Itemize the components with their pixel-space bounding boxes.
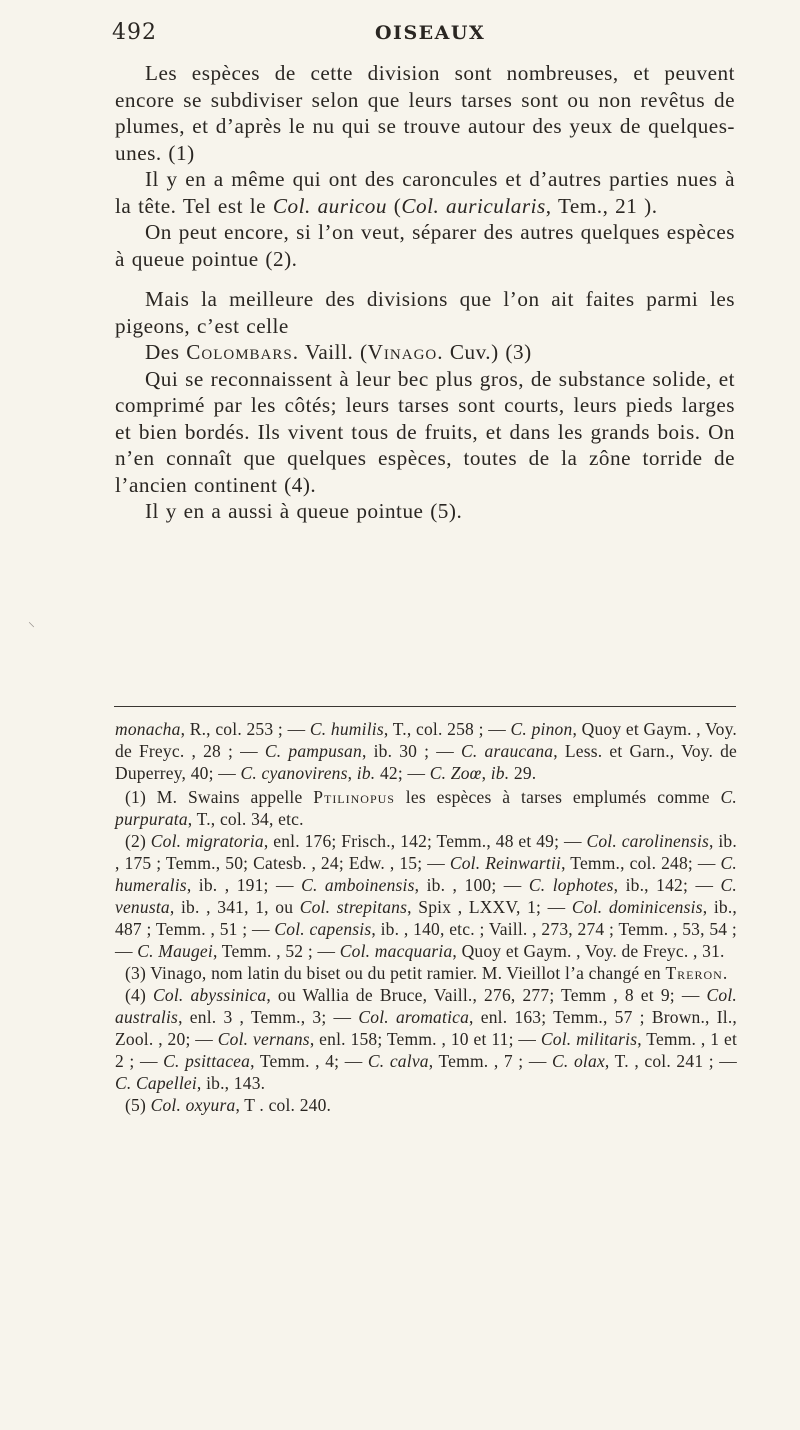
species-name: Col. capensis bbox=[274, 919, 372, 939]
species-name: C. venusta bbox=[115, 875, 737, 917]
text-run: , Temm., col. 248; — bbox=[561, 853, 721, 873]
text-run: ( bbox=[386, 193, 402, 218]
genus-name: Colombars bbox=[186, 340, 293, 364]
text-run: , enl. 3 , Temm., 3; — bbox=[178, 1007, 359, 1027]
species-name: C. amboinensis bbox=[301, 875, 415, 895]
species-name: Col. auricularis bbox=[401, 193, 546, 218]
text-run: , ib., 487 ; Temm. , 51 ; — bbox=[115, 897, 738, 939]
species-name: Col. vernans bbox=[217, 1029, 310, 1049]
species-name: ib. bbox=[490, 763, 510, 783]
species-name: Col. australis bbox=[115, 985, 737, 1027]
species-name: C. lophotes bbox=[528, 875, 614, 895]
text-run: 29. bbox=[509, 763, 537, 783]
footnote-1 bbox=[115, 786, 737, 830]
text-run: les espèces à tarses emplumés comme bbox=[394, 787, 721, 807]
species-name: C. calva bbox=[367, 1051, 429, 1071]
species-name: Col. Reinwartii bbox=[449, 853, 562, 873]
species-name: C. olax bbox=[552, 1051, 605, 1071]
footnote-continuation bbox=[115, 718, 737, 784]
text-run: (4) bbox=[125, 985, 153, 1005]
paragraph-queue-pointue: On peut encore, si l’on veut, séparer des autres quelques espèces à queue pointue (2). bbox=[115, 220, 735, 271]
species-name: Col. militaris bbox=[540, 1029, 638, 1049]
text-run: , ou Wallia de Bruce, Vaill., 276, 277; Temm , 8 et 9; — bbox=[266, 985, 707, 1005]
text-run: , Temm. , 7 ; — bbox=[428, 1051, 553, 1071]
species-name: C. purpurata bbox=[115, 787, 737, 829]
page-number: 492 bbox=[112, 20, 157, 45]
text-run: , R., col. 253 ; — bbox=[180, 719, 310, 739]
main-text bbox=[115, 60, 735, 525]
text-run: (5) bbox=[125, 1095, 151, 1115]
page-header bbox=[112, 20, 730, 48]
text-run: . bbox=[722, 963, 728, 983]
text-run: , ib., 142; — bbox=[613, 875, 721, 895]
text-run: , Spix , LXXV, 1; — bbox=[407, 897, 572, 917]
text-run: , Temm. , 1 et 2 ; — bbox=[115, 1029, 738, 1071]
text-run: , Less. et Garn., Voy. de Duperrey, 40; — bbox=[115, 741, 738, 783]
text-run: (3) Vinago, nom latin du biset ou du petit ramier. M. Vieillot l’a changé en bbox=[125, 963, 666, 983]
running-title: OISEAUX bbox=[375, 22, 486, 44]
species-name: C. humilis bbox=[309, 719, 384, 739]
genus-name: Vinago bbox=[367, 340, 438, 364]
species-name: Col. carolinensis bbox=[586, 831, 710, 851]
text-run: , Temm. , 4; — bbox=[250, 1051, 368, 1071]
species-name: C. humeralis bbox=[115, 853, 737, 895]
species-name: C. cyanovirens bbox=[240, 763, 348, 783]
text-run: , T., col. 258 ; — bbox=[383, 719, 511, 739]
text-run: , ib. , 175 ; Temm., 50; Catesb. , 24; Edw. , 15; — bbox=[115, 831, 737, 873]
species-name: C. Capellei bbox=[115, 1073, 197, 1093]
paragraph-divisions: Les espèces de cette division sont nombreuses, et peuvent encore se subdiviser selon que leurs tarses sont ou non revêtus de plumes, et d’après le nu qui se trouve autour des yeux de quelques-unes. (1) bbox=[115, 61, 735, 165]
footnote-2 bbox=[115, 830, 737, 962]
paragraph-meilleure-division: Mais la meilleure des divisions que l’on ait faites parmi les pigeons, c’est celle bbox=[115, 287, 735, 338]
footnote-divider bbox=[114, 706, 736, 707]
paragraph-caroncules bbox=[115, 166, 735, 219]
text-run: , ib. , 140, etc. ; Vaill. , 273, 274 ; Temm. , 53, 54 ; — bbox=[115, 919, 737, 961]
species-name: Col. aromatica bbox=[358, 1007, 470, 1027]
species-name: C. Maugei bbox=[137, 941, 213, 961]
text-run: , enl. 163; Temm., 57 ; Brown., Il., Zool. , 20; — bbox=[115, 1007, 737, 1049]
species-name: ib. bbox=[356, 763, 376, 783]
text-run: (2) bbox=[125, 831, 151, 851]
text-run: Il y en a même qui ont des caroncules et d’autres parties nues à la tête. Tel est le bbox=[115, 167, 735, 218]
species-name: C. Zoœ bbox=[429, 763, 482, 783]
species-name: Col. dominicensis bbox=[571, 897, 703, 917]
species-name: C. pampusan bbox=[264, 741, 362, 761]
text-run: , enl. 176; Frisch., 142; Temm., 48 et 49; — bbox=[263, 831, 587, 851]
text-run: , Temm. , 52 ; — bbox=[212, 941, 340, 961]
text-run: , Quoy et Gaym. , Voy. de Freyc. , 31. bbox=[452, 941, 725, 961]
genus-name: Ptilinopus bbox=[313, 787, 395, 807]
species-name: Col. auricou bbox=[272, 193, 387, 218]
text-run: . Vaill. ( bbox=[292, 340, 368, 364]
margin-pencil-mark: ⸌ bbox=[28, 620, 35, 636]
footnotes bbox=[115, 718, 737, 1116]
species-name: Col. abyssinica bbox=[153, 985, 267, 1005]
species-name: Col. strepitans bbox=[299, 897, 408, 917]
species-name: Col. macquaria bbox=[339, 941, 453, 961]
section-heading-colombars bbox=[115, 339, 735, 366]
text-run: , Quoy et Gaym. , Voy. de Freyc. , 28 ; — bbox=[115, 719, 738, 761]
text-run: (1) M. Swains appelle bbox=[125, 787, 314, 807]
footnote-5 bbox=[115, 1094, 737, 1116]
text-run: , ib., 143. bbox=[196, 1073, 266, 1093]
text-run: Des bbox=[145, 340, 187, 364]
text-run: , ib. , 191; — bbox=[186, 875, 302, 895]
species-name: monacha bbox=[115, 719, 181, 739]
text-run: , bbox=[481, 763, 491, 783]
paragraph-description: Qui se reconnaissent à leur bec plus gros, de substance solide, et comprimé par les côtés; leurs tarses sont courts, leurs pieds larges et bien bordés. Ils vivent tous de fruits, et dans les grands bois. On n’en connaît que quelques espèces, toutes de la zône torride de l’ancien continent (4). bbox=[115, 366, 735, 497]
genus-name: Treron bbox=[665, 963, 723, 983]
text-run: , ib. , 341, 1, ou bbox=[169, 897, 300, 917]
species-name: Col. migratoria bbox=[150, 831, 264, 851]
species-name: Col. oxyura bbox=[150, 1095, 236, 1115]
species-name: C. psittacea bbox=[163, 1051, 251, 1071]
text-run: , Tem., 21 ). bbox=[545, 193, 658, 218]
paragraph-queue-pointue-2: Il y en a aussi à queue pointue (5). bbox=[145, 499, 463, 523]
text-run: , ib. , 100; — bbox=[414, 875, 529, 895]
footnote-3 bbox=[115, 962, 737, 984]
species-name: C. pinon bbox=[510, 719, 573, 739]
text-run: , T., col. 34, etc. bbox=[187, 809, 304, 829]
text-run: , T . col. 240. bbox=[235, 1095, 332, 1115]
species-name: C. araucana bbox=[461, 741, 554, 761]
text-run: , T. , col. 241 ; — bbox=[604, 1051, 737, 1071]
text-run: , bbox=[347, 763, 357, 783]
text-run: , enl. 158; Temm. , 10 et 11; — bbox=[309, 1029, 541, 1049]
text-run: 42; — bbox=[375, 763, 430, 783]
footnote-4 bbox=[115, 984, 737, 1094]
text-run: . Cuv.) (3) bbox=[437, 340, 532, 364]
text-run: , ib. 30 ; — bbox=[361, 741, 462, 761]
